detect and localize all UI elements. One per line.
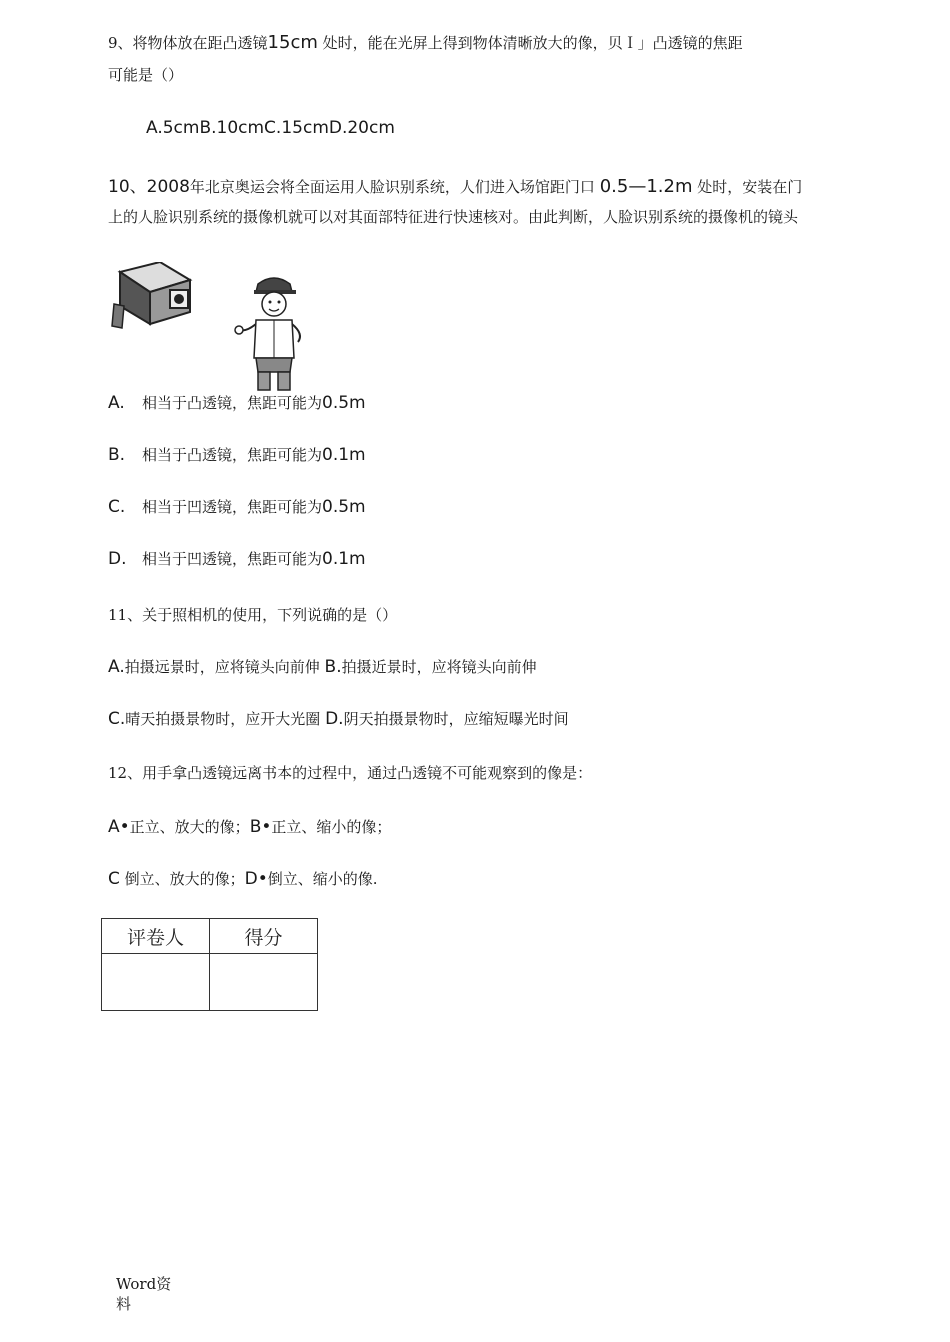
q11-stem: 11、关于照相机的使用，下列说确的是（）: [108, 606, 398, 624]
score-table: [101, 918, 318, 1011]
q12-option-c[interactable]: 倒立、放大的像；: [124, 870, 245, 888]
q9-options: A.5cmB.10cmC.15cmD.20cm: [146, 118, 395, 138]
q10-option-d[interactable]: D. 相当于凹透镜，焦距可能为0.1m: [108, 549, 366, 569]
q12-stem: 12、用手拿凸透镜远离书本的过程中，通过凸透镜不可能观察到的像是：: [108, 764, 593, 782]
q12-options-ab: A•正立、放大的像；B•正立、缩小的像；: [108, 817, 392, 837]
q9-line2: 可能是（）: [108, 66, 184, 84]
grader-header: 评卷人: [102, 919, 210, 954]
score-table-row: [102, 954, 318, 1011]
q10-option-b[interactable]: B. 相当于凸透镜，焦距可能为0.1m: [108, 445, 366, 465]
camera-icon: [112, 262, 190, 328]
score-header: 得分: [210, 919, 318, 954]
q9-line1: 9、将物体放在距凸透镜15cm 处时，能在光屏上得到物体清晰放大的像，贝Ｉ」凸透镜的焦距: [108, 32, 743, 53]
q12-option-b[interactable]: 正立、缩小的像；: [271, 818, 392, 836]
grader-cell[interactable]: [102, 954, 210, 1011]
q12-option-d[interactable]: 倒立、缩小的像.: [267, 870, 378, 888]
q10-option-a[interactable]: A. 相当于凸透镜，焦距可能为0.5m: [108, 393, 366, 413]
q12-option-a[interactable]: 正立、放大的像；: [129, 818, 250, 836]
q10-illustration: [108, 262, 328, 394]
person-icon: [235, 278, 300, 390]
q11-option-b[interactable]: 拍摄近景时，应将镜头向前伸: [341, 658, 537, 676]
q11-option-c[interactable]: 晴天拍摄景物时，应开大光圈: [125, 710, 321, 728]
q10-line2: 上的人脸识别系统的摄像机就可以对其面部特征进行快速核对。由此判断，人脸识别系统的摄像机的镜头: [108, 208, 799, 226]
q11-option-d[interactable]: 阴天拍摄景物时，应缩短曝光时间: [343, 710, 569, 728]
score-cell[interactable]: [210, 954, 318, 1011]
q11-options-ab: A.拍摄远景时，应将镜头向前伸 B.拍摄近景时，应将镜头向前伸: [108, 657, 537, 677]
q10-line1: 10、2008年北京奥运会将全面运用人脸识别系统，人们进入场馆距门口 0.5—1.2m 处时，安装在门: [108, 176, 803, 197]
illustration-svg: [108, 262, 328, 394]
q12-options-cd: C 倒立、放大的像；D•倒立、缩小的像.: [108, 869, 378, 889]
score-table-header: [102, 919, 318, 954]
q10-option-c[interactable]: C. 相当于凹透镜，焦距可能为0.5m: [108, 497, 366, 517]
q11-options-cd: C.晴天拍摄景物时，应开大光圈 D.阴天拍摄景物时，应缩短曝光时间: [108, 709, 569, 729]
q11-option-a[interactable]: 拍摄远景时，应将镜头向前伸: [124, 658, 320, 676]
page-footer: Word资料: [116, 1275, 172, 1313]
